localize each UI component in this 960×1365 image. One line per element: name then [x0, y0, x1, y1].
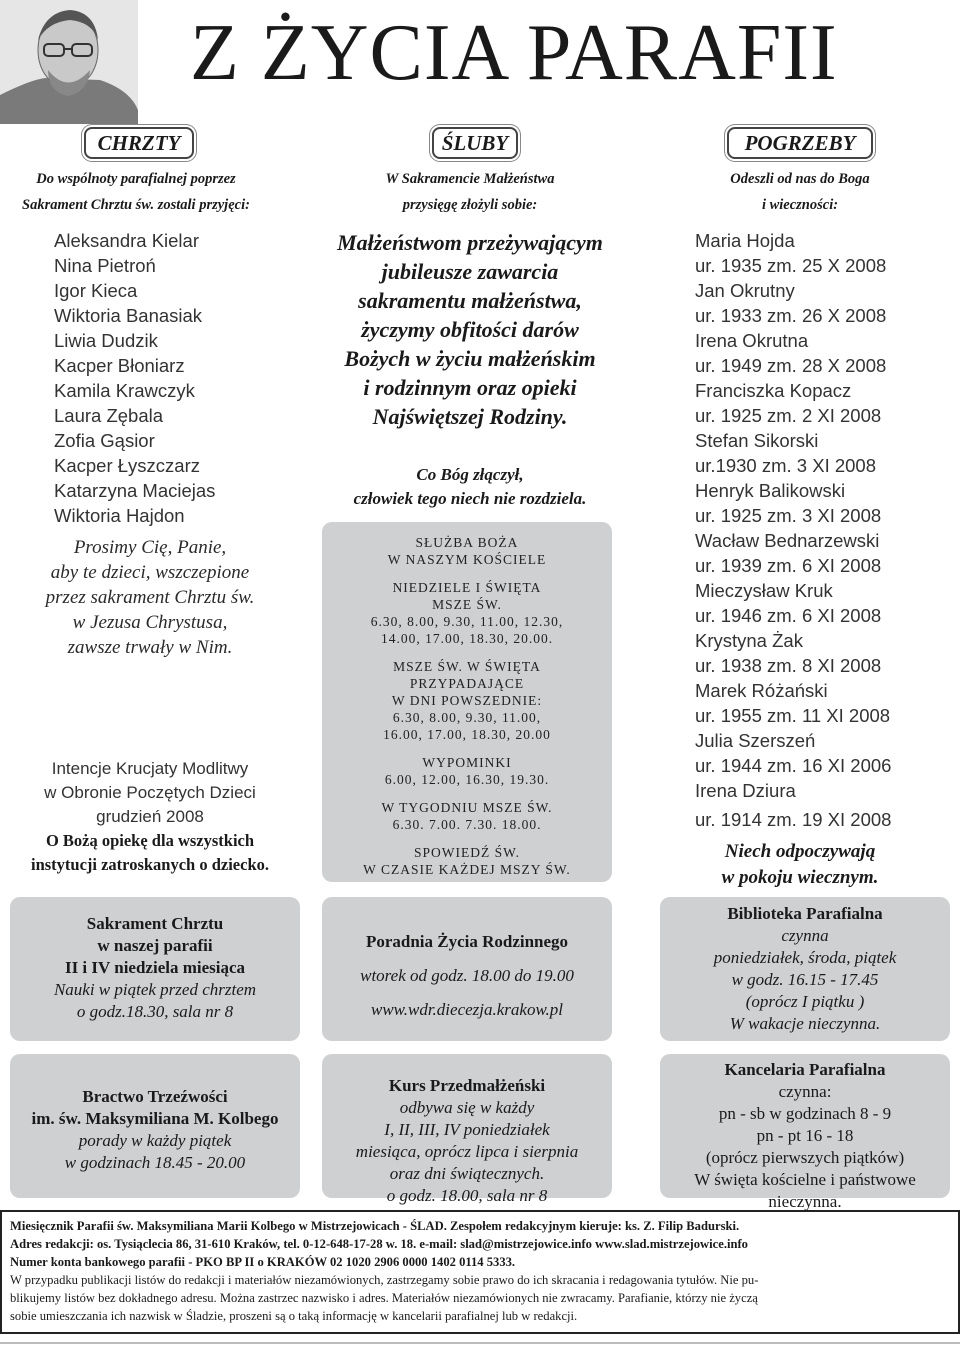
list-item: Franciszka Kopacz — [695, 380, 852, 401]
list-item: ur. 1933 zm. 26 X 2008 — [695, 305, 887, 326]
poradnia-info-box: Poradnia Życia Rodzinnego wtorek od godz. 18.00 do 19.00 www.wdr.diecezja.krakow.pl — [322, 897, 612, 1041]
list-item: ur. 1925 zm. 2 XI 2008 — [695, 405, 882, 426]
kurs-info-box: Kurs Przedmałżeński odbywa się w każdy I, II, III, IV poniedziałek miesiąca, oprócz lipca i sierpnia oraz dni świątecznych. o godz. 18.00, sala nr 8 — [322, 1054, 612, 1198]
poradnia-website-link[interactable]: www.wdr.diecezja.krakow.pl — [370, 1000, 564, 1019]
list-item: ur. 1939 zm. 6 XI 2008 — [695, 555, 882, 576]
pogrzeby-rest: Niech odpoczywają w pokoju wiecznym. — [721, 841, 879, 888]
list-item: Irena Okrutna — [695, 330, 809, 351]
list-item: Maria Hojda — [695, 230, 795, 251]
list-item: Krystyna Żak — [695, 630, 803, 651]
list-item: Mieczysław Kruk — [695, 580, 833, 601]
list-item: Kacper Łyszczarz — [54, 455, 200, 476]
pogrzeby-header: POGRZEBY — [727, 127, 873, 159]
list-item: ur. 1938 zm. 8 XI 2008 — [695, 655, 882, 676]
biblioteka-info-box: Biblioteka Parafialna czynna poniedziałek, środa, piątek w godz. 16.15 - 17.45 (oprócz I piątku ) W wakacje nieczynna. — [660, 897, 950, 1041]
footer-imprint: Miesięcznik Parafii św. Maksymiliana Marii Kolbego w Mistrzejowicach - ŚLAD. Zespołem redakcyjnym kieruje: ks. Z. Filip Badurski. Adres redakcji: os. Tysiąclecia 86, 31-610 Kraków, tel. 0-12-648-17-28 w. 18. e-mail: slad@mistrzejowice.info www.slad.mistrzejowice.info Numer konta bankowego parafii - PKO BP II o KRAKÓW 02 1020 2906 0000 1402 0114 5333. W przypadku publikacji listów do redakcji i materiałów niezamówionych, zastrzegamy sobie prawo do ich skracania i redagowania tytułów. Nie pu- blikujemy listów bez dokładnego adresu. Można zastrzec nazwisko i adres. Materiałów niezamówionych nie zwracamy. Parafianie, którzy nie życzą sobie umieszczania ich nazwisk w Śladzie, proszeni są o taką informację w kancelarii parafialnej lub w redakcji. — [0, 1210, 960, 1334]
list-item: Julia Szerszeń — [695, 730, 816, 751]
sluby-subtitle: W Sakramencie Małżeństwa przysięgę złożyli sobie: — [385, 171, 555, 213]
list-item: Jan Okrutny — [695, 280, 795, 301]
sluby-quote: Co Bóg złączył, człowiek tego niech nie rozdziela. — [353, 465, 587, 508]
list-item: ur. 1946 zm. 6 XI 2008 — [695, 605, 882, 626]
intencje-block: Intencje Krucjaty Modlitwy w Obronie Poczętych Dzieci grudzień 2008 O Bożą opiekę dla wszystkich instytucji zatroskanych o dziecko. — [30, 759, 270, 874]
list-item: Igor Kieca — [54, 280, 138, 301]
chrzty-names-list — [54, 228, 215, 528]
mass-schedule-box — [322, 522, 612, 882]
list-item: Wiktoria Banasiak — [54, 305, 203, 326]
mass-schedule: SŁUŻBA BOŻA W NASZYM KOŚCIELE NIEDZIELE I ŚWIĘTA MSZE ŚW. 6.30, 8.00, 9.30, 11.00, 12.30, 14.00, 17.00, 18.30, 20.00. MSZE ŚW. W ŚWIĘTA PRZYPADAJĄCE W DNI POWSZEDNIE: 6.30, 8.00, 9.30, 11.00, 16.00, 17.00, 18.30, 20.00 WYPOMINKI 6.00, 12.00, 16.30, 19.30. W TYGODNIU MSZE ŚW. 6.30. 7.00. 7.30. 18.00. SPOWIEDŹ ŚW. W CZASIE KAŻDEJ MSZY ŚW. — [363, 535, 571, 877]
chrzty-subtitle: Do wspólnoty parafialnej poprzez Sakrament Chrztu św. zostali przyjęci: — [22, 171, 250, 213]
list-item: Wacław Bednarzewski — [695, 530, 880, 551]
list-item: Henryk Balikowski — [695, 480, 846, 501]
list-item: Irena Dziura — [695, 780, 796, 801]
chrzest-info-box: Sakrament Chrztu w naszej parafii II i IV niedziela miesiąca Nauki w piątek przed chrztem o godz.18.30, sala nr 8 — [10, 897, 300, 1041]
sluby-header: ŚLUBY — [432, 127, 518, 159]
chrzty-header: CHRZTY — [84, 127, 194, 159]
list-item: Zofia Gąsior — [54, 430, 155, 451]
sluby-wishes: Małżeństwom przeżywającym jubileusze zawarcia sakramentu małżeństwa, życzymy obfitości darów Bożych w życiu małżeńskim i rodzinnym oraz opieki Najświętszej Rodziny. — [337, 230, 603, 429]
list-item: Laura Zębala — [54, 405, 164, 426]
list-item: Katarzyna Maciejas — [54, 480, 216, 501]
list-item: Marek Różański — [695, 680, 828, 701]
list-item: Kacper Błoniarz — [54, 355, 185, 376]
kancelaria-info-box: Kancelaria Parafialna czynna: pn - sb w godzinach 8 - 9 pn - pt 16 - 18 (oprócz pierwszych piątków) W święta kościelne i państwowe nieczynna. — [660, 1054, 950, 1198]
pogrzeby-list — [695, 228, 891, 832]
list-item: Liwia Dudzik — [54, 330, 158, 351]
list-item: ur. 1914 zm. 19 XI 2008 — [695, 809, 892, 830]
list-item: ur. 1944 zm. 16 XI 2006 — [695, 755, 892, 776]
list-item: Wiktoria Hajdon — [54, 505, 185, 526]
portrait-image — [0, 0, 138, 124]
list-item: ur. 1955 zm. 11 XI 2008 — [695, 705, 891, 726]
list-item: Stefan Sikorski — [695, 430, 819, 451]
pogrzeby-subtitle: Odeszli od nas do Boga i wieczności: — [730, 171, 870, 213]
list-item: Kamila Krawczyk — [54, 380, 195, 401]
bottom-divider — [0, 1342, 960, 1344]
page-title: Z ŻYCIA PARAFII — [190, 9, 838, 97]
list-item: ur. 1935 zm. 25 X 2008 — [695, 255, 887, 276]
list-item: ur. 1925 zm. 3 XI 2008 — [695, 505, 882, 526]
list-item: Aleksandra Kielar — [54, 230, 199, 251]
bractwo-info-box: Bractwo Trzeźwości im. św. Maksymiliana M. Kolbego porady w każdy piątek w godzinach 18.45 - 20.00 — [10, 1054, 300, 1198]
list-item: ur. 1949 zm. 28 X 2008 — [695, 355, 887, 376]
list-item: ur.1930 zm. 3 XI 2008 — [695, 455, 877, 476]
list-item: Nina Pietroń — [54, 255, 156, 276]
chrzty-prayer: Prosimy Cię, Panie, aby te dzieci, wszczepione przez sakrament Chrztu św. w Jezusa Chrystusa, zawsze trwały w Nim. — [45, 537, 255, 658]
